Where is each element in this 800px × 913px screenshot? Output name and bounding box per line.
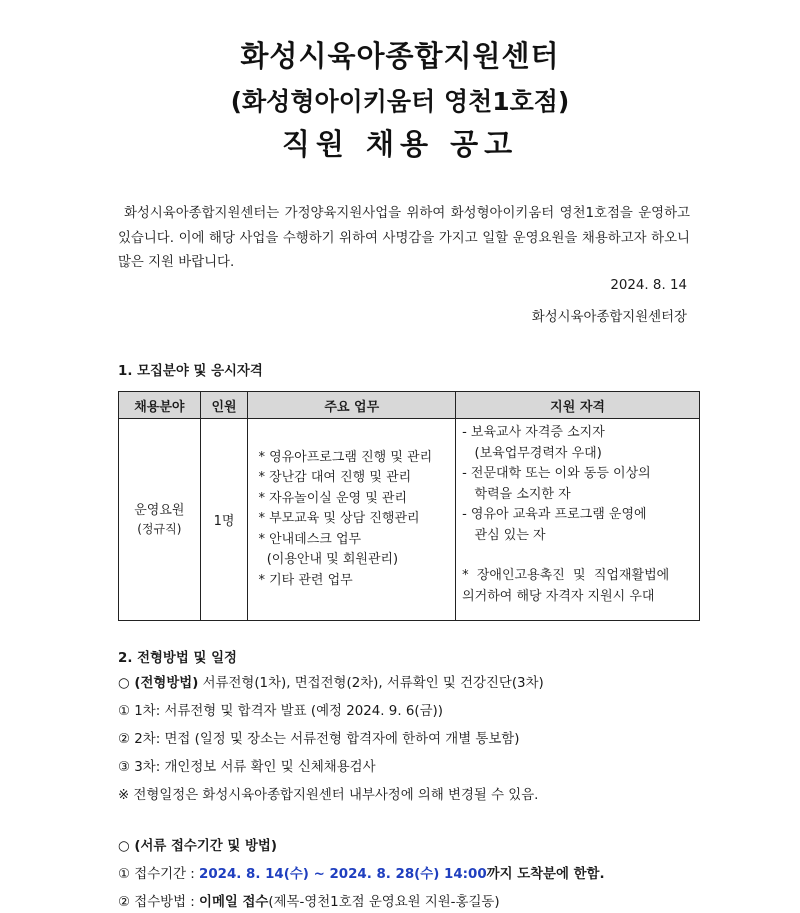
receipt-method-suffix: (제목-영천1호점 운영요원 지원-홍길동) [268,895,500,910]
qual-note: * 장애인고용촉진 및 직업재활법에 [462,568,670,583]
duty-item: * 안내데스크 업무 [258,531,362,547]
receipt-method-line [118,891,500,910]
header-qualifications: 지원 자격 [456,392,700,419]
header-count: 인원 [200,392,248,419]
receipt-method-value: 이메일 접수 [199,895,269,910]
cell-duties [248,419,456,621]
section-2-heading: 2. 전형방법 및 일정 [118,651,237,666]
selection-method-line [118,672,544,691]
step-3: ③ 3차: 개인정보 서류 확인 및 신체채용검사 [118,760,376,775]
issuer-name: 화성시육아종합지원센터장 [531,310,687,325]
table-row [119,419,700,621]
intro-paragraph: 화성시육아종합지원센터는 가정양육지원사업을 위하여 화성형아이키움터 영천1호점을 운영하고 있습니다. 이에 해당 사업을 수행하기 위하여 사명감을 가지고 일할 운영요원을 채용하고자 하오니 많은 지원 바랍니다. [118,206,690,270]
schedule-note: ※ 전형일정은 화성시육아종합지원센터 내부사정에 의해 변경될 수 있음. [118,788,539,803]
qual-item: 관심 있는 자 [462,527,546,543]
step-1: ① 1차: 서류전형 및 합격자 발표 (예정 2024. 9. 6(금)) [118,704,443,719]
duty-item: * 부모교육 및 상담 진행관리 [258,511,420,527]
section-1-heading: 1. 모집분야 및 응시자격 [118,364,263,379]
duty-item: * 영유아프로그램 진행 및 관리 [258,449,433,465]
duty-item: * 기타 관련 업무 [258,572,353,588]
qual-item: - 영유아 교육과 프로그램 운영에 [462,507,647,522]
receipt-heading: ○ (서류 접수기간 및 방법) [118,839,277,854]
qual-item: - 전문대학 또는 이와 동등 이상의 [462,466,651,481]
duty-item: * 장난감 대여 진행 및 관리 [258,470,412,486]
duty-item: (이용안내 및 회원관리) [258,552,399,568]
duty-item: * 자유놀이실 운영 및 관리 [258,490,408,506]
qual-item: (보육업무경력자 우대) [462,445,602,461]
selection-method-label: ○ (전형방법) [118,676,199,691]
header-field: 채용분야 [119,392,201,419]
role-name: 운영요원 [134,502,185,518]
header-duties: 주요 업무 [248,392,456,419]
notice-date: 2024. 8. 14 [610,278,687,293]
cell-role [119,419,201,621]
title-center-name: 화성시육아종합지원센터 [240,39,560,73]
receipt-period-prefix: ① 접수기간 : [118,867,200,882]
title-recruitment: 직원 채용 공고 [281,127,519,161]
recruitment-table [118,391,700,621]
qual-item: - 보육교사 자격증 소지자 [462,425,605,440]
role-type: (정규직) [137,521,182,536]
cell-qualifications [456,419,700,621]
qual-gap [462,546,693,566]
selection-method-text: 서류전형(1차), 면접전형(2차), 서류확인 및 건강진단(3차) [198,676,544,691]
receipt-method-prefix: ② 접수방법 : [118,895,200,910]
qual-note: 의거하여 해당 자격자 지원시 우대 [462,588,655,604]
step-2: ② 2차: 면접 (일정 및 장소는 서류전형 합격자에 한하여 개별 통보함) [118,732,520,747]
receipt-period-line [118,863,605,882]
receipt-period-suffix: 까지 도착분에 한함. [486,867,605,882]
qual-item: 학력을 소지한 자 [462,486,571,502]
cell-count: 1명 [200,419,248,621]
table-header-row [119,392,700,419]
title-branch-name: (화성형아이키움터 영천1호점) [230,87,570,116]
receipt-period-value: 2024. 8. 14(수) ~ 2024. 8. 28(수) 14:00 [199,867,487,882]
